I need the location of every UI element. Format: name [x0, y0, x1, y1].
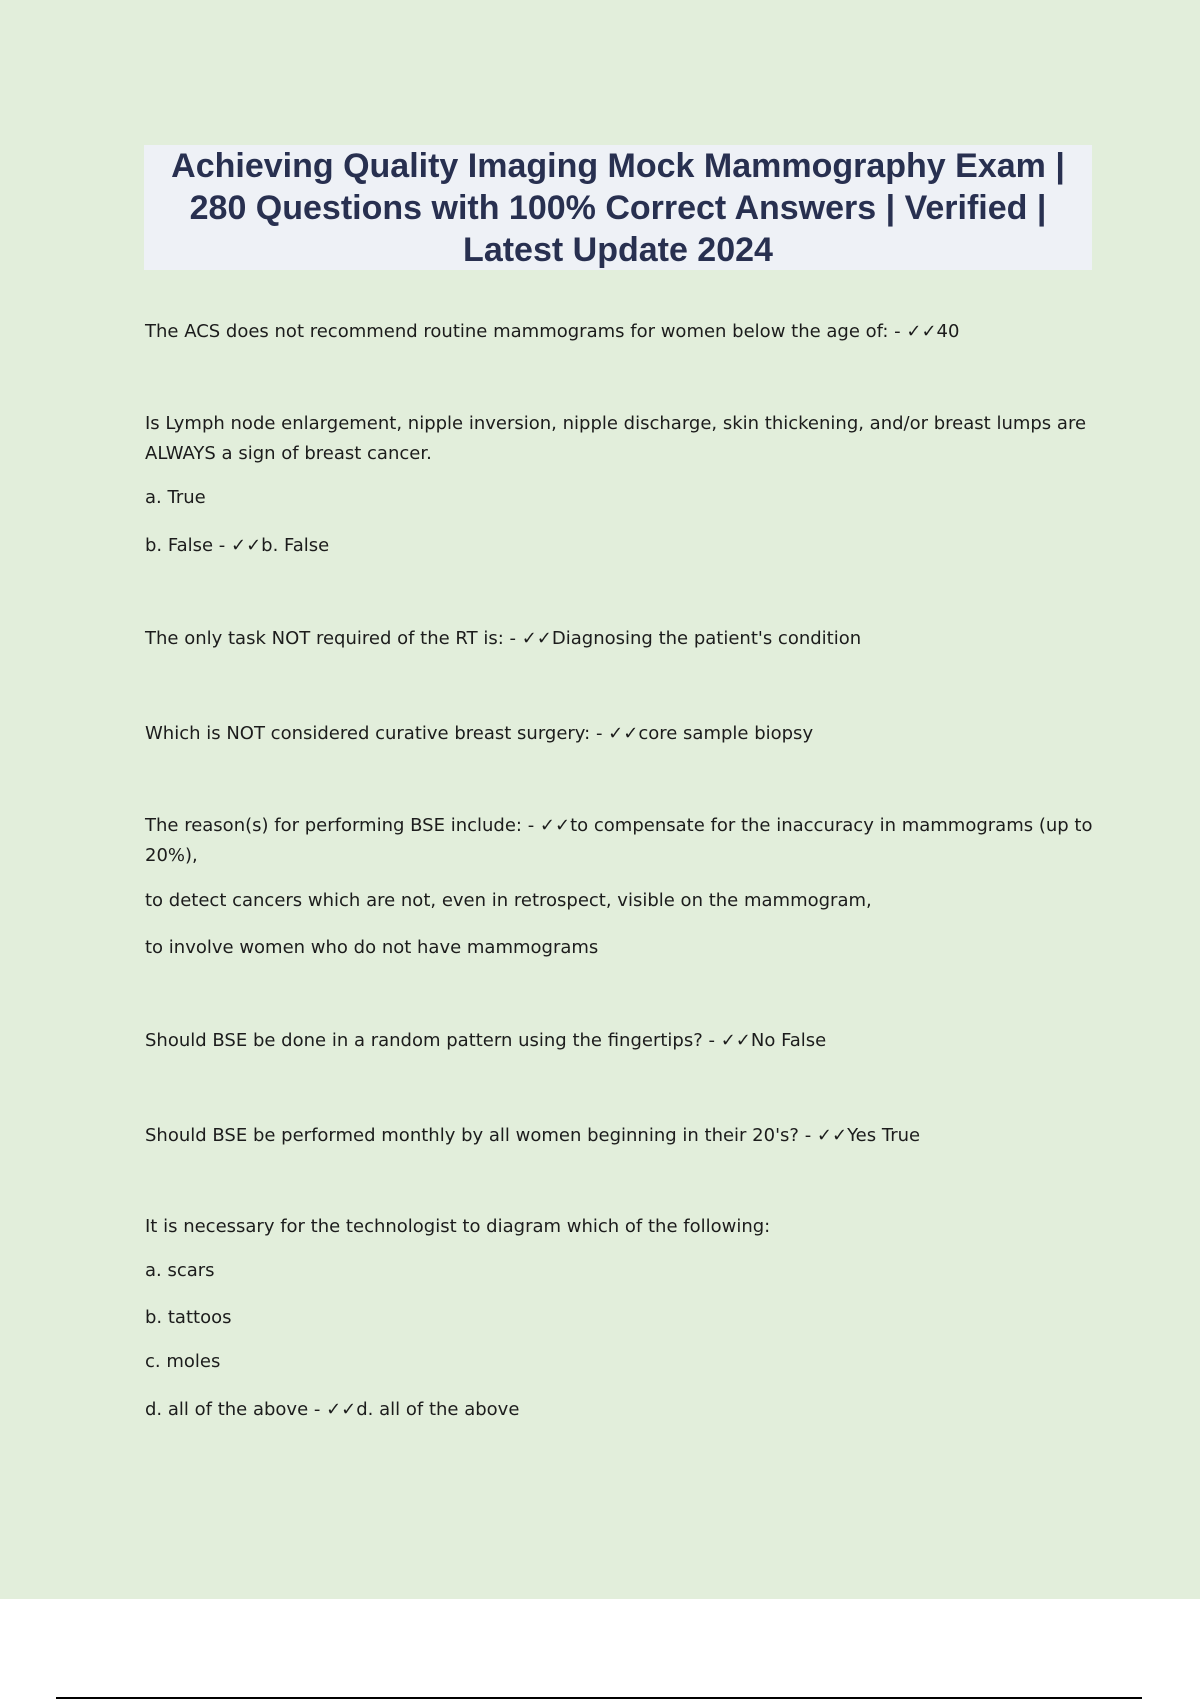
question-rt-task: The only task NOT required of the RT is: - ✓✓Diagnosing the patient's condition [145, 628, 862, 649]
answer-option: d. all of the above - ✓✓d. all of the above [145, 1399, 520, 1420]
question-lymph-node: Is Lymph node enlargement, nipple inversion, nipple discharge, skin thickening, and/or breast lumps are ALWAYS a sign of breast cancer. [145, 413, 1087, 464]
answer-continuation: to involve women who do not have mammograms [145, 937, 599, 958]
answer-option: a. scars [145, 1260, 215, 1281]
question-bse-monthly: Should BSE be performed monthly by all women beginning in their 20's? - ✓✓Yes True [145, 1125, 921, 1146]
question-acs-age: The ACS does not recommend routine mammograms for women below the age of: - ✓✓40 [145, 321, 960, 342]
answer-option: b. False - ✓✓b. False [145, 535, 330, 556]
footer-divider [56, 1697, 1142, 1699]
question-diagram: It is necessary for the technologist to diagram which of the following: [145, 1216, 771, 1237]
answer-option: a. True [145, 487, 206, 508]
answer-option: c. moles [145, 1351, 221, 1372]
document-title: Achieving Quality Imaging Mock Mammography Exam | 280 Questions with 100% Correct Answers | Verified | Latest Update 2024 [171, 146, 1065, 269]
question-bse-reasons: The reason(s) for performing BSE include: - ✓✓to compensate for the inaccuracy in mammograms (up to 20%), [145, 815, 1093, 866]
question-curative-surgery: Which is NOT considered curative breast surgery: - ✓✓core sample biopsy [145, 723, 814, 744]
answer-continuation: to detect cancers which are not, even in retrospect, visible on the mammogram, [145, 890, 872, 911]
answer-option: b. tattoos [145, 1307, 232, 1328]
title-banner [144, 145, 1092, 270]
question-bse-pattern: Should BSE be done in a random pattern using the fingertips? - ✓✓No False [145, 1030, 827, 1051]
